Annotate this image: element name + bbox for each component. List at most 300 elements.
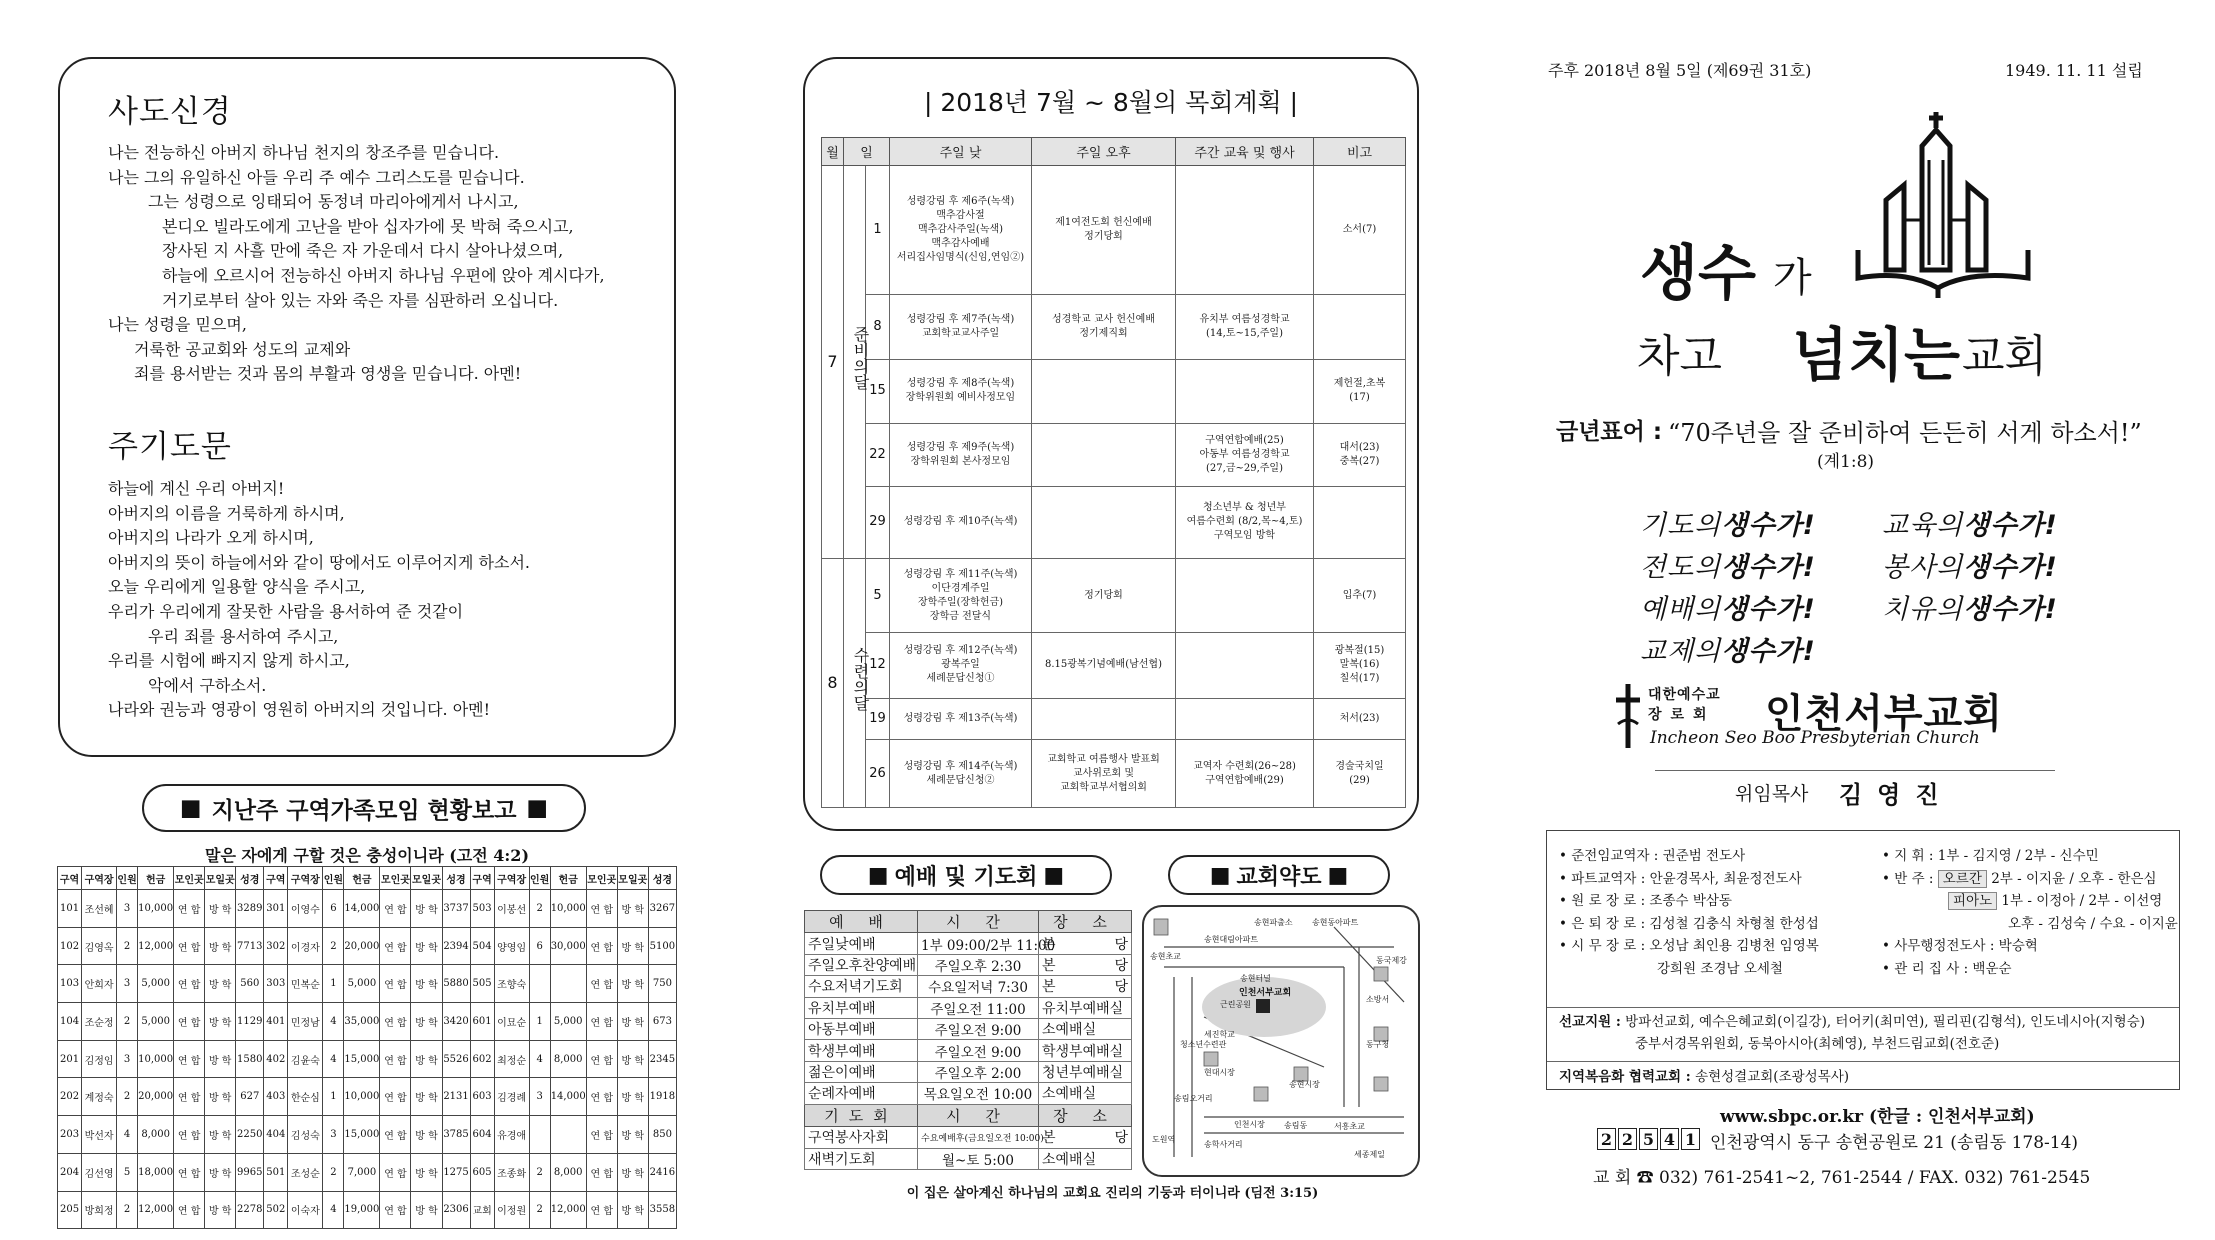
- report-cell: 5880: [442, 965, 470, 1003]
- cross-emblem-icon: [1612, 680, 1644, 752]
- prayer-line: 오늘 우리에게 일용할 양식을 주시고,: [108, 577, 366, 597]
- map-title: 교회약도: [1236, 864, 1322, 890]
- map-label: 세진학교: [1204, 1030, 1235, 1039]
- map-building: [1374, 1077, 1388, 1091]
- plan-cell-line: 장학위원회 예비사정모임: [905, 392, 1016, 404]
- report-row: [58, 890, 677, 928]
- worship-cell: 구역봉사자회: [805, 1127, 918, 1148]
- staff-line: [1882, 890, 2178, 913]
- plan-header: 주일 오후: [1032, 138, 1176, 166]
- plan-cell-noon: [890, 633, 1032, 699]
- plan-cell-line: 이단경계주일: [931, 582, 990, 594]
- slogan-item: [1640, 629, 1816, 668]
- report-cell: 연 합: [586, 1191, 617, 1229]
- divider: [1655, 770, 2055, 771]
- website-link[interactable]: www.sbpc.or.kr (한글 : 인천서부교회): [1720, 1107, 2035, 1127]
- plan-cell-line: 광복절(15): [1334, 645, 1385, 657]
- plan-row: [822, 294, 1406, 360]
- report-cell: 연 합: [586, 1078, 617, 1116]
- worship-title: 예배 및 기도회: [894, 864, 1038, 890]
- report-cell: 연 합: [586, 1040, 617, 1078]
- report-cell: 방 학: [411, 1116, 442, 1154]
- report-row: [58, 1153, 677, 1191]
- report-cell: 방 학: [411, 1153, 442, 1191]
- report-cell: 502: [264, 1191, 288, 1229]
- report-cell: 202: [58, 1078, 82, 1116]
- plan-cell-weekly: [1176, 559, 1314, 633]
- map-label: 송현터널: [1240, 974, 1271, 983]
- worship-cell: 수요일저녁 7:30: [918, 976, 1039, 997]
- report-cell: 연 합: [174, 927, 205, 965]
- worship-header: 장 소: [1039, 911, 1132, 933]
- plan-cell-day: [866, 559, 890, 633]
- divider: [1547, 1061, 2179, 1062]
- report-verse: 말은 자에게 구할 것은 충성이니라 (고전 4:2): [204, 846, 530, 865]
- plan-cell-weekly: [1176, 740, 1314, 808]
- plan-header: 일: [844, 138, 890, 166]
- plan-cell-day: [866, 740, 890, 808]
- pastor-label: 위임목사: [1735, 783, 1809, 805]
- report-cell: 673: [648, 1003, 676, 1041]
- worship-cell: 주일오후 2:30: [918, 954, 1039, 975]
- map-building: [1204, 1052, 1218, 1066]
- report-header: 모인곳: [586, 867, 617, 890]
- report-cell: 303: [264, 965, 288, 1003]
- report-row: [58, 965, 677, 1003]
- slogan-item-a: 기도의: [1640, 510, 1722, 541]
- report-cell: 20,000: [344, 927, 380, 965]
- plan-cell-note: [1314, 423, 1406, 486]
- report-cell: 3737: [442, 890, 470, 928]
- report-cell: 302: [264, 927, 288, 965]
- region-value: 송현성결교회(조광성목사): [1695, 1069, 1850, 1085]
- slogan-item-b: 생수가!: [1963, 594, 2058, 625]
- worship-cell: 수요예배후(금요일오전 10:00): [918, 1127, 1039, 1148]
- report-cell: 1: [529, 1003, 550, 1041]
- report-header: 성경: [648, 867, 676, 890]
- plan-month-theme: [844, 166, 870, 559]
- plan-cell-line: 경술국치일: [1335, 760, 1384, 772]
- plan-theme-text: 준비의달: [851, 325, 870, 390]
- worship-cell: 주일낮예배: [805, 933, 918, 954]
- slogan-line1-small: 가: [1773, 255, 1812, 301]
- creed-line: 본디오 빌라도에게 고난을 받아 십자가에 못 박혀 죽으시고,: [162, 216, 574, 236]
- plan-cell-line: 말복(16): [1339, 659, 1380, 671]
- plan-cell-line: 1: [873, 221, 882, 237]
- map-graphic: [1144, 907, 1422, 1179]
- staff-box: [1546, 830, 2180, 1090]
- divider: [1547, 1007, 2179, 1008]
- report-cell: 8,000: [550, 1040, 586, 1078]
- report-cell: 14,000: [550, 1078, 586, 1116]
- mission-support: [1559, 1011, 2145, 1055]
- report-cell: 504: [470, 927, 494, 965]
- creed-panel: [58, 57, 676, 757]
- report-cell: 1580: [236, 1040, 264, 1078]
- worship-header: 시 간: [918, 911, 1039, 933]
- plan-theme-text: 수련의달: [851, 646, 870, 711]
- plan-header-row: [822, 138, 1406, 166]
- report-cell: 조성순: [288, 1153, 323, 1191]
- plan-cell-line: (14,토~15,주일): [1206, 328, 1283, 340]
- motto-label: 금년표어 :: [1556, 419, 1663, 445]
- report-cell: 방 학: [617, 1040, 648, 1078]
- worship-cell: 순례자예배: [805, 1083, 918, 1104]
- report-cell: 4: [323, 1191, 344, 1229]
- report-heading: [142, 784, 586, 832]
- plan-cell-line: 세례문답신청①: [926, 673, 995, 685]
- plan-cell-line: 맥추감사예배: [931, 237, 990, 249]
- report-cell: 방 학: [205, 1078, 236, 1116]
- postcode: [1597, 1128, 1700, 1150]
- report-cell: 2250: [236, 1116, 264, 1154]
- report-cell: 이숙자: [288, 1191, 323, 1229]
- plan-cell-noon: [890, 698, 1032, 739]
- plan-cell-day: [866, 486, 890, 558]
- plan-cell-line: 성령강림 후 제9주(녹색): [906, 441, 1015, 453]
- slogan-item: [1640, 503, 1816, 542]
- plan-cell-line: 8.15광복기념예배(남선협): [1044, 659, 1162, 671]
- report-cell: 3267: [648, 890, 676, 928]
- plan-cell-noon: [890, 423, 1032, 486]
- worship-heading: [820, 855, 1112, 895]
- report-cell: 4: [117, 1116, 138, 1154]
- worship-row: [805, 1019, 1132, 1040]
- report-cell: 연 합: [380, 1078, 411, 1116]
- report-cell: 2: [323, 1153, 344, 1191]
- staff-right: [1882, 845, 2178, 980]
- creed-title: 사도신경: [108, 94, 232, 130]
- report-header: 인원: [529, 867, 550, 890]
- report-cell: 교회: [470, 1191, 494, 1229]
- map-label: 송현시장: [1289, 1080, 1320, 1089]
- report-cell: 연 합: [174, 1003, 205, 1041]
- worship-cell: 주일오후찬양예배: [805, 954, 918, 975]
- report-cell: 방 학: [205, 890, 236, 928]
- denomination-line1: 대한예수교: [1648, 687, 1721, 703]
- report-cell: 방 학: [411, 965, 442, 1003]
- slogan-item: [1640, 587, 1816, 626]
- plan-cell-line: 26: [869, 765, 886, 781]
- worship-cell: 새벽기도회: [805, 1148, 918, 1170]
- report-cell: 방희정: [82, 1191, 117, 1229]
- plan-cell-line: 성령강림 후 제12주(녹색): [903, 645, 1018, 657]
- report-cell: 201: [58, 1040, 82, 1078]
- worship-row: [805, 1127, 1132, 1148]
- report-cell: 6: [323, 890, 344, 928]
- plan-cell-line: 22: [869, 446, 886, 462]
- map-label: 송림오거리: [1174, 1094, 1213, 1103]
- plan-cell-line: 중복(27): [1339, 455, 1380, 467]
- report-row: [58, 1040, 677, 1078]
- staff-line: 오후 - 김성숙 / 수요 - 이지윤: [2008, 915, 2178, 932]
- report-cell: 10,000: [344, 1078, 380, 1116]
- report-cell: 연 합: [174, 1153, 205, 1191]
- report-cell: 방 학: [617, 1003, 648, 1041]
- report-cell: 1275: [442, 1153, 470, 1191]
- plan-cell-line: 19: [869, 710, 886, 726]
- report-cell: 박선자: [82, 1116, 117, 1154]
- staff-line: • 사무행정전도사 : 박승혁: [1882, 938, 2038, 954]
- report-cell: 연 합: [380, 965, 411, 1003]
- plan-cell-day: [866, 166, 890, 295]
- worship-header-row: [805, 1104, 1132, 1126]
- plan-cell-line: 8: [873, 319, 882, 335]
- map-label: 현대시장: [1204, 1068, 1235, 1077]
- plan-table: [821, 137, 1406, 808]
- report-cell: 602: [470, 1040, 494, 1078]
- plan-cell-weekly: [1176, 166, 1314, 295]
- plan-month: 7: [822, 166, 844, 559]
- worship-row: [805, 1083, 1132, 1104]
- map-label: 소방서: [1366, 995, 1390, 1004]
- report-cell: 5,000: [138, 1003, 174, 1041]
- report-cell: 5,000: [138, 965, 174, 1003]
- plan-cell-line: 맥추감사절: [936, 209, 985, 221]
- report-cell: 603: [470, 1078, 494, 1116]
- report-header: 모일곳: [205, 867, 236, 890]
- prayer-line: 우리 죄를 용서하여 주시고,: [148, 626, 339, 646]
- report-header: 성경: [442, 867, 470, 890]
- staff-line: • 은 퇴 장 로 : 김성철 김충식 차형철 한성섭: [1559, 915, 1819, 932]
- mission-label: 선교지원 :: [1559, 1014, 1621, 1030]
- report-cell: 15,000: [344, 1040, 380, 1078]
- plan-cell-line: 장학주일(장학헌금): [917, 596, 1004, 608]
- report-cell: 505: [470, 965, 494, 1003]
- slogan-item-b: 생수가!: [1963, 552, 2058, 583]
- report-cell: 627: [236, 1078, 264, 1116]
- plan-cell-line: 구역연합예배(25): [1205, 434, 1284, 446]
- report-cell: 2: [529, 890, 550, 928]
- worship-table: [804, 910, 1132, 1170]
- plan-header: 월: [822, 138, 844, 166]
- report-cell: 연 합: [380, 927, 411, 965]
- report-cell: 한순심: [288, 1078, 323, 1116]
- worship-row: [805, 933, 1132, 954]
- report-header: 구역장: [494, 867, 529, 890]
- report-cell: 민복순: [288, 965, 323, 1003]
- plan-cell-line: 29: [869, 514, 886, 530]
- report-body: [58, 890, 677, 1229]
- report-cell: 601: [470, 1003, 494, 1041]
- church-name-english: Incheon Seo Boo Presbyterian Church: [1650, 728, 1980, 748]
- report-cell: 연 합: [380, 1191, 411, 1229]
- prayer-text: [108, 477, 654, 723]
- slogan-item-a: 봉사의: [1882, 552, 1964, 583]
- plan-cell-line: 교역자 수련회(26~28): [1193, 760, 1296, 772]
- report-cell: 연 합: [174, 890, 205, 928]
- report-cell: 최정순: [494, 1040, 529, 1078]
- report-cell: 2: [529, 1153, 550, 1191]
- square-icon: ■: [179, 795, 202, 821]
- worship-cell: 1부 09:00/2부 11:00: [918, 933, 1039, 954]
- map-label: 송현초교: [1150, 952, 1181, 961]
- report-cell: 2: [117, 1078, 138, 1116]
- plan-header: 주간 교육 및 행사: [1176, 138, 1314, 166]
- plan-cell-note: [1314, 360, 1406, 423]
- map-building: [1294, 1067, 1308, 1081]
- report-cell: 2345: [648, 1040, 676, 1078]
- slogan-item-b: 생수가!: [1721, 510, 1816, 541]
- report-cell: 5,000: [550, 1003, 586, 1041]
- church-map: [1142, 905, 1420, 1177]
- square-icon: ■: [526, 795, 549, 821]
- report-cell: 방 학: [617, 927, 648, 965]
- report-cell: 조순정: [82, 1003, 117, 1041]
- report-cell: 9965: [236, 1153, 264, 1191]
- map-building: [1374, 967, 1388, 981]
- plan-cell-note: [1314, 294, 1406, 360]
- plan-cell-note: [1314, 486, 1406, 558]
- worship-cell: 월~토 5:00: [918, 1148, 1039, 1170]
- report-row: [58, 1116, 677, 1154]
- report-cell: 12,000: [138, 1191, 174, 1229]
- worship-body: [805, 911, 1132, 1170]
- worship-cell: 소예배실: [1039, 1019, 1132, 1040]
- report-cell: 4: [323, 1040, 344, 1078]
- motto-text: “70주년을 잘 준비하여 든든히 서게 하소서!”: [1668, 419, 2142, 447]
- bar-divider: |: [1281, 88, 1299, 117]
- worship-row: [805, 997, 1132, 1018]
- plan-cell-line: 성령강림 후 제11주(녹색): [903, 568, 1018, 580]
- worship-header: 시 간: [918, 1104, 1039, 1126]
- report-cell: 10,000: [138, 890, 174, 928]
- plan-cell-line: 교회학교교사주일: [921, 328, 1000, 340]
- report-cell: [550, 965, 586, 1003]
- map-label: 인천시장: [1234, 1120, 1265, 1129]
- report-cell: 3420: [442, 1003, 470, 1041]
- plan-month: 8: [822, 559, 844, 808]
- report-cell: 방 학: [205, 1153, 236, 1191]
- plan-cell-afternoon: [1032, 633, 1176, 699]
- plan-cell-line: 청소년부 & 청년부: [1203, 502, 1286, 514]
- report-cell: 102: [58, 927, 82, 965]
- worship-cell: 본 당: [1039, 976, 1132, 997]
- map-label: 서흥초교: [1334, 1122, 1365, 1131]
- report-cell: 방 학: [617, 965, 648, 1003]
- report-cell: 750: [648, 965, 676, 1003]
- plan-cell-line: 소서(7): [1342, 223, 1377, 235]
- report-cell: 20,000: [138, 1078, 174, 1116]
- map-label: 인천서부교회: [1239, 988, 1292, 998]
- report-cell: 10,000: [138, 1040, 174, 1078]
- staff-value: 1부 - 이정아 / 2부 - 이선영: [2001, 893, 2163, 909]
- report-cell: 2: [529, 1191, 550, 1229]
- report-cell: 4: [529, 1040, 550, 1078]
- report-header: 구역: [264, 867, 288, 890]
- prayer-title: 주기도문: [108, 429, 232, 465]
- worship-row: [805, 954, 1132, 975]
- report-cell: 3: [529, 1078, 550, 1116]
- report-cell: 2: [117, 1003, 138, 1041]
- report-cell: 방 학: [411, 1191, 442, 1229]
- creed-line: 나는 성령을 믿으며,: [108, 315, 247, 335]
- report-header: 헌금: [550, 867, 586, 890]
- plan-cell-line: 성령강림 후 제7주(녹색): [906, 314, 1015, 326]
- plan-cell-afternoon: [1032, 166, 1176, 295]
- plan-cell-line: 성령강림 후 제6주(녹색): [906, 195, 1015, 207]
- report-cell: 김경례: [494, 1078, 529, 1116]
- plan-row: [822, 698, 1406, 739]
- plan-cell-line: 구역연합예배(29): [1205, 774, 1284, 786]
- plan-cell-line: 맥추감사주일(녹색): [917, 223, 1004, 235]
- report-cell: 3558: [648, 1191, 676, 1229]
- plan-cell-line: 정기제직회: [1079, 328, 1128, 340]
- staff-left: [1559, 845, 1819, 980]
- creed-line: 죄를 용서받는 것과 몸의 부활과 영생을 믿습니다. 아멘!: [134, 364, 522, 384]
- plan-cell-line: 장학위원회 본사정모임: [910, 455, 1011, 467]
- report-cell: 19,000: [344, 1191, 380, 1229]
- map-label: 동국제강: [1376, 956, 1407, 965]
- issue-date: 주후 2018년 8월 5일 (제69권 31호): [1548, 61, 1812, 80]
- report-header: 모인곳: [380, 867, 411, 890]
- plan-cell-note: [1314, 166, 1406, 295]
- church-marker: [1256, 999, 1270, 1013]
- report-header: 헌금: [344, 867, 380, 890]
- square-icon: ■: [867, 862, 889, 888]
- plan-cell-line: 성령강림 후 제14주(녹색): [903, 760, 1018, 772]
- report-cell: 안희자: [82, 965, 117, 1003]
- report-cell: 방 학: [617, 1153, 648, 1191]
- report-cell: 402: [264, 1040, 288, 1078]
- report-header: 인원: [117, 867, 138, 890]
- report-cell: 방 학: [205, 965, 236, 1003]
- creed-line: 나는 전능하신 아버지 하나님 천지의 창조주를 믿습니다.: [108, 143, 500, 162]
- plan-cell-afternoon: [1032, 698, 1176, 739]
- report-cell: 5,000: [344, 965, 380, 1003]
- plan-cell-line: 구역모임 방학: [1213, 530, 1276, 542]
- plan-cell-line: 제1여전도회 헌신예배: [1055, 216, 1152, 228]
- prayer-line: 아버지의 이름을 거룩하게 하시며,: [108, 503, 345, 523]
- report-header: 성경: [236, 867, 264, 890]
- worship-cell: 청년부예배실: [1039, 1061, 1132, 1082]
- slogan-item: [1882, 503, 2058, 542]
- report-cell: [550, 1116, 586, 1154]
- plan-cell-line: 서리집사임명식(신임,연임②): [896, 251, 1025, 263]
- report-cell: 501: [264, 1153, 288, 1191]
- report-row: [58, 927, 677, 965]
- plan-cell-line: 정기당회: [1084, 589, 1123, 601]
- slogan-item-a: 치유의: [1882, 594, 1964, 625]
- report-cell: 403: [264, 1078, 288, 1116]
- plan-cell-note: [1314, 698, 1406, 739]
- plan-cell-noon: [890, 360, 1032, 423]
- slogan-item: [1640, 545, 1816, 584]
- report-cell: 연 합: [380, 1116, 411, 1154]
- report-cell: 205: [58, 1191, 82, 1229]
- mission-list: 방파선교회, 예수은혜교회(이길강), 터어키(최미연), 필리핀(김형석), 인도네시아(지형승): [1625, 1014, 2146, 1030]
- plan-cell-weekly: [1176, 423, 1314, 486]
- plan-row: [822, 559, 1406, 633]
- map-label: 도원역: [1152, 1135, 1176, 1144]
- report-cell: 2: [117, 1191, 138, 1229]
- plan-cell-line: 교회학교부서협의회: [1060, 781, 1147, 793]
- worship-cell: 유치부예배실: [1039, 997, 1132, 1018]
- plan-title: 2018년 7월 ~ 8월의 목회계획: [940, 88, 1282, 117]
- staff-line: [1882, 868, 2178, 891]
- slogan-item-b: 생수가!: [1721, 636, 1816, 667]
- square-icon: ■: [1043, 862, 1065, 888]
- report-cell: 1: [323, 1078, 344, 1116]
- report-cell: 14,000: [344, 890, 380, 928]
- staff-line: • 준전임교역자 : 권준범 전도사: [1559, 848, 1746, 864]
- report-header-row: [58, 867, 677, 890]
- report-cell: 연 합: [174, 1191, 205, 1229]
- church-bible-logo: [1846, 100, 2041, 305]
- plan-cell-line: 교회학교 여름행사 발표회: [1047, 753, 1160, 765]
- piano-tag: 피아노: [1948, 892, 1997, 910]
- slogan-item-a: 예배의: [1640, 594, 1722, 625]
